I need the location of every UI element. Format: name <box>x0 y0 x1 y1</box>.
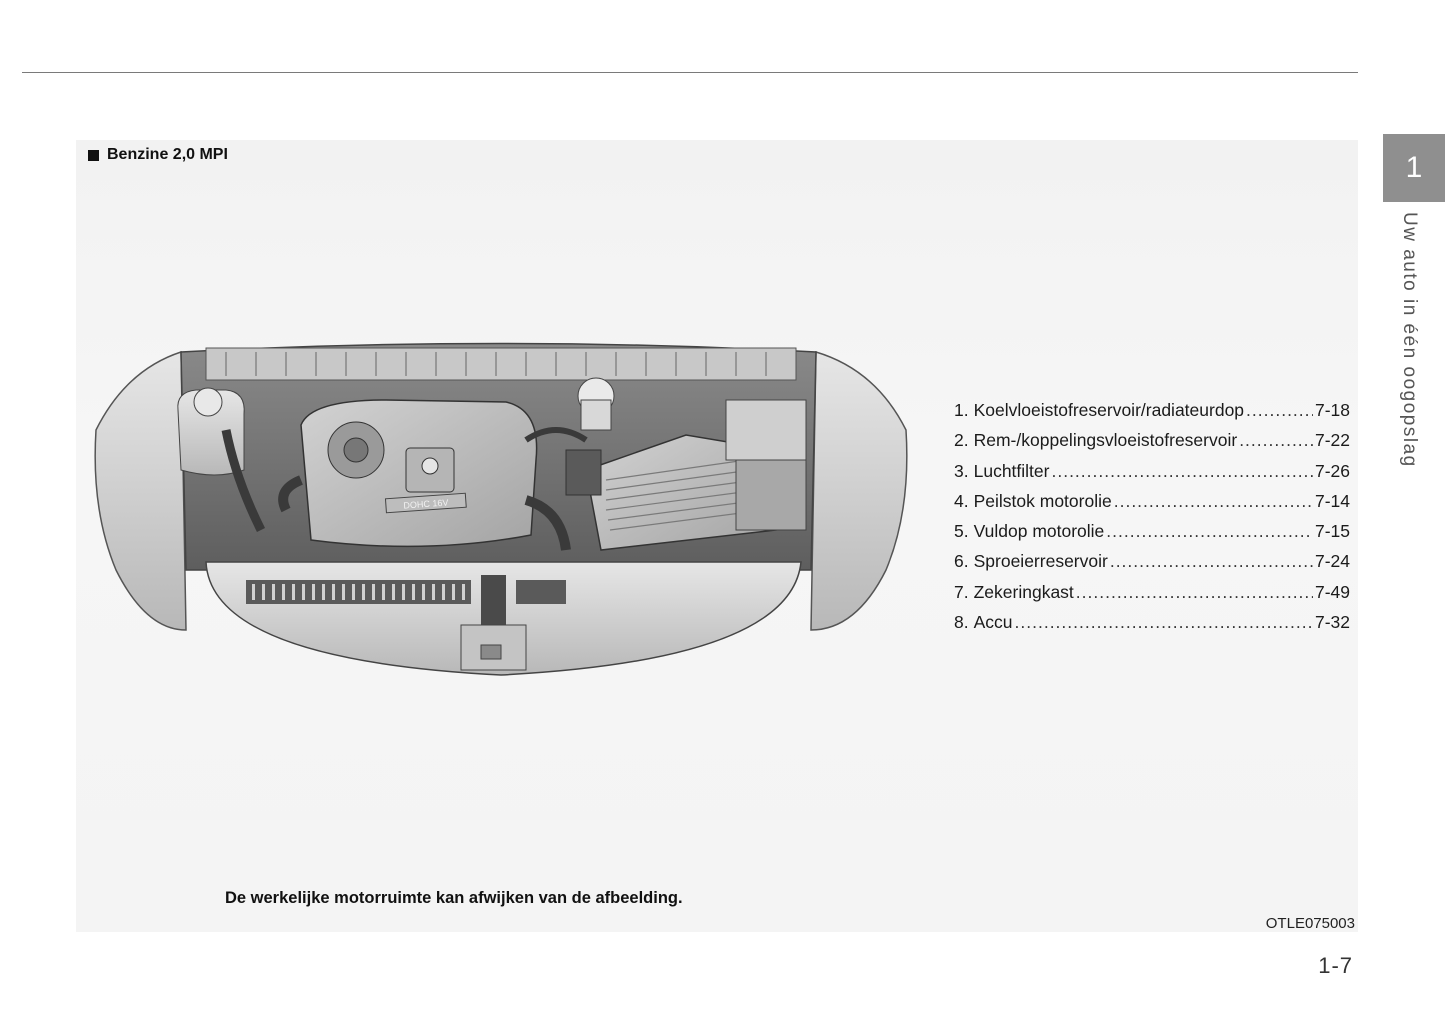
leader-dots <box>1239 430 1313 451</box>
legend-label: Koelvloeistofreservoir/radiateurdop <box>973 400 1245 420</box>
legend-label: Sproeierreservoir <box>973 551 1108 572</box>
legend-label: Accu <box>973 612 1013 633</box>
legend-page: 7-32 <box>1314 612 1350 633</box>
legend-page: 7-24 <box>1314 551 1350 572</box>
legend-page: 7-26 <box>1314 460 1350 481</box>
legend-label: Vuldop motorolie <box>973 521 1105 542</box>
leader-dots <box>1114 491 1313 512</box>
legend-number: 5. <box>954 521 969 542</box>
legend-page: 7-15 <box>1314 521 1350 542</box>
page-number: 1-7 <box>1318 953 1353 978</box>
legend-item <box>954 400 1350 430</box>
engine-logo-text: DOHC 16V <box>403 497 449 511</box>
leader-dots <box>1110 551 1313 572</box>
legend-number: 2. <box>954 430 969 451</box>
section-heading-text: Benzine 2,0 MPI <box>107 146 228 163</box>
header-rule <box>22 72 1358 73</box>
legend-label: Peilstok motorolie <box>973 490 1112 511</box>
legend-page: 7-14 <box>1314 490 1350 511</box>
legend-label: Zekeringkast <box>973 581 1074 602</box>
chapter-number: 1 <box>1405 151 1423 184</box>
leader-dots <box>1106 521 1313 542</box>
legend-number: 4. <box>954 490 969 511</box>
legend-item <box>954 521 1350 551</box>
legend-item <box>954 461 1350 491</box>
chapter-tab <box>1383 134 1445 202</box>
legend-item <box>954 491 1350 521</box>
chapter-title: Uw auto in één oogopslag <box>1399 212 1420 468</box>
leader-dots <box>1051 461 1312 482</box>
legend-number: 7. <box>954 581 969 602</box>
legend-number: 6. <box>954 551 969 572</box>
bullet-square-icon <box>88 150 99 161</box>
legend-number: 1. <box>954 400 969 420</box>
section-heading <box>88 146 228 164</box>
legend-item <box>954 430 1350 460</box>
leader-dots <box>1015 612 1313 633</box>
legend-page: 7-18 <box>1314 400 1350 420</box>
legend-number: 3. <box>954 460 969 481</box>
engine-compartment-illustration <box>86 330 916 690</box>
legend-page: 7-22 <box>1314 430 1350 451</box>
legend-page: 7-49 <box>1314 581 1350 602</box>
legend-item <box>954 612 1350 642</box>
legend-item <box>954 551 1350 581</box>
leader-dots <box>1246 400 1313 421</box>
legend-number: 8. <box>954 612 969 633</box>
legend-label: Rem-/koppelingsvloeistofreservoir <box>973 430 1238 451</box>
legend-label: Luchtfilter <box>973 460 1050 481</box>
figure-disclaimer: De werkelijke motorruimte kan afwijken van de afbeelding. <box>225 889 683 907</box>
figure-code: OTLE075003 <box>1265 915 1355 932</box>
leader-dots <box>1076 582 1313 603</box>
legend-item <box>954 582 1350 612</box>
component-legend <box>954 400 1350 642</box>
